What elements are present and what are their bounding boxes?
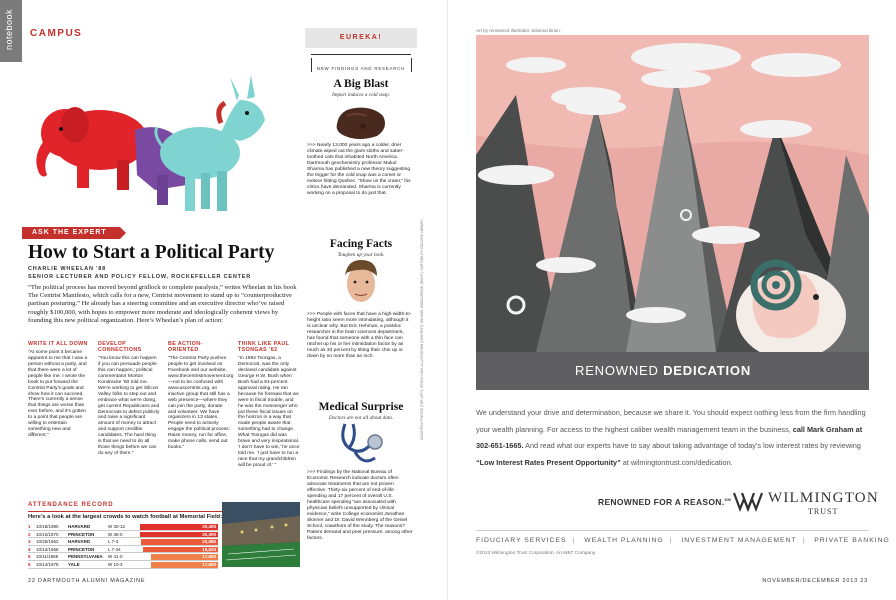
service-item: PRIVATE BANKING bbox=[814, 537, 890, 544]
banner-light: RENOWNED bbox=[575, 363, 664, 378]
donkey-elephant-illustration bbox=[25, 75, 285, 225]
right-folio: NOVEMBER/DECEMBER 2013 23 bbox=[762, 578, 868, 584]
eureka-title: EUREKA! bbox=[339, 34, 383, 41]
attendance-rank: 4 bbox=[28, 546, 31, 552]
article-intro: “The political process has moved beyond gridlock to complete paralysis,” writes Wheelan in his book The Centrist Manifesto, which calls for a new, Centrist movement to stand up to “counterproductive partisan posturing.” He already has a steering committee and an executive director who’ve raised roughly $100,000, with hopes to empower more moderate and ideologically coherent views by founding this new political organization. Here’s Wheelan’s plan of action: bbox=[28, 284, 297, 324]
plan-column-title: WRITE IT ALL DOWN bbox=[28, 341, 88, 347]
attendance-rank: 2 bbox=[28, 531, 31, 537]
attendance-bar bbox=[140, 532, 218, 538]
attendance-rank: 5 bbox=[28, 561, 31, 567]
notebook-tab-label: notebook bbox=[4, 8, 14, 50]
attendance-bar bbox=[143, 547, 218, 553]
attendance-opponent: PRINCETON bbox=[68, 546, 95, 552]
service-item: INVESTMENT MANAGEMENT bbox=[681, 537, 797, 544]
byline-title: SENIOR LECTURER AND POLICY FELLOW, ROCKEFELLER CENTER bbox=[28, 274, 251, 280]
attendance-value: 20,080 bbox=[202, 539, 216, 545]
plan-column-4 bbox=[238, 341, 300, 469]
attendance-subtitle: Here’s a look at the largest crowds to watch football at Memorial Field: bbox=[28, 514, 223, 520]
attendance-date: 10/18/1980 bbox=[36, 524, 59, 529]
tagline-text: RENOWNED FOR A REASON. bbox=[598, 497, 725, 507]
attendance-opponent: HARVARD bbox=[68, 524, 91, 529]
attendance-bar bbox=[141, 539, 218, 545]
plan-column-title: THINK LIKE PAUL TSONGAS ’62 bbox=[238, 341, 290, 354]
attendance-score: W 30-12 bbox=[108, 524, 126, 529]
attendance-score: L 7-3 bbox=[108, 539, 119, 545]
byline-name: CHARLIE WHEELAN '88 bbox=[28, 266, 106, 272]
attendance-value: 17,600 bbox=[202, 554, 216, 560]
attendance-opponent: PRINCETON bbox=[68, 531, 95, 537]
item-body-blast: >>> Nearly 13,000 years ago a colder, drier climate wiped out the giant sloths and saber-toothed cats that inhabited North America. Dartmouth geochemistry professor Mukul Sharma has published a new theory suggesting the trigger for the cold snap was a comet or meteor hitting Quebec. “Show us the crater,” his critics have demanded. Sharma is currently working on a proposal to do just that. bbox=[307, 143, 411, 196]
item-heading-blast: A Big Blast bbox=[333, 78, 389, 90]
action-plan-columns bbox=[28, 341, 300, 491]
logo-sub: TRUST bbox=[808, 507, 839, 516]
eureka-tag: NEW FINDINGS AND RESEARCH bbox=[316, 66, 406, 71]
left-folio: 22 DARTMOUTH ALUMNI MAGAZINE bbox=[28, 578, 146, 584]
ad-body-2: And read what our experts have to say about taking advantage of today’s low interest rates by reviewing bbox=[523, 441, 861, 450]
banner-bold: DEDICATION bbox=[663, 363, 752, 378]
mountain-ram-illustration bbox=[476, 35, 869, 352]
plan-column-text: “You know this can happen if you can persuade people this can happen,’ political commentator Morton Kondracke ’60 told me. We’re working to get Silicon Valley folks to step out and embrace what we’re doing, get current Republicans and Democrats to defect publicly and raise a significant amount of money to attract and support credible candidates. The hard thing is that we need to do all those things before we can do any of them.” bbox=[98, 356, 160, 456]
attendance-row bbox=[28, 553, 218, 561]
attendance-score: L 7-34 bbox=[108, 546, 121, 552]
attendance-date: 10/20/1962 bbox=[36, 539, 59, 545]
attendance-rank: 1 bbox=[28, 524, 31, 529]
ad-body-1: We understand your drive and determination, because we share it. You should expect nothing less from the firm handling your wealth planning. For access to the highest caliber wealth management team in the business, bbox=[476, 408, 866, 434]
stethoscope-image bbox=[335, 420, 387, 468]
attendance-row bbox=[28, 561, 218, 569]
attendance-bar bbox=[151, 554, 218, 560]
item-body-medical: >>> Findings by the National Bureau of Economic Research indicate doctors often advocate treatments that are not proven effective. Thirty-six percent of end-of-life spending and 17 percent of overall U.S. healthcare spending “are associated with physician beliefs unsupported by clinical evidence,” write College economist Jonathan Skinner and Dr. David Wennberg of the Geisel School, coauthors of the study. The reasons? Patient demand and peer pressure, among other factors. bbox=[307, 470, 413, 541]
attendance-value: 19,633 bbox=[202, 546, 216, 552]
attendance-value: 20,400 bbox=[202, 524, 216, 529]
services-rule bbox=[476, 530, 869, 531]
attendance-score: W 10-3 bbox=[108, 561, 123, 567]
plan-column-1 bbox=[28, 341, 90, 439]
attendance-opponent: HARVARD bbox=[68, 539, 91, 545]
plan-column-title: BE ACTION-ORIENTED bbox=[168, 341, 203, 354]
eureka-rule bbox=[311, 54, 411, 55]
attendance-title: ATTENDANCE RECORD bbox=[28, 502, 114, 508]
attendance-value: 20,300 bbox=[202, 531, 216, 537]
attendance-bar bbox=[140, 524, 218, 530]
photo-credit: COURTESY PHOTOS (TOP LEFT): ISTOCK.COM; ILLUSTRATION (CENTRIST): MICHAEL WOOLDRIDGE; (RIGHT): DARTMOUTH COLLEGE LIBRARY bbox=[420, 219, 424, 440]
stadium-photo bbox=[222, 502, 300, 567]
attendance-rank: 3 bbox=[28, 539, 31, 545]
attendance-bar bbox=[151, 562, 218, 568]
attendance-opponent: PENNSYLVANIA bbox=[68, 554, 103, 560]
ad-body-3: at wilmingtontrust.com/dedication. bbox=[620, 457, 733, 467]
attendance-date: 10/14/1978 bbox=[36, 561, 59, 567]
banner-headline bbox=[575, 363, 751, 378]
attendance-row bbox=[28, 523, 218, 531]
attendance-date: 10/12/1968 bbox=[36, 546, 59, 552]
tagline-tm: SM bbox=[724, 497, 731, 503]
attendance-table bbox=[28, 523, 218, 569]
ad-tagline bbox=[598, 497, 731, 507]
plan-column-text: “In 1992 Tsongas, a Democrat, was the only declared candidate against George H.W. Bush when Bush had a 91-percent approval rating. He ran because he foresaw that we were in fiscal trouble, and he was the messenger who put these fiscal issues on the horizon in a way that made people aware that something had to change. What Tsongas did was brave and very inspirational. ‘I don’t have to win,’ he once told me. ‘I just have to run a race that my grandchildren will be proud of.’ ” bbox=[238, 356, 300, 468]
attendance-date: 10/10/1970 bbox=[36, 531, 59, 537]
ad-phone: call Mark Graham at 302-651-1665. bbox=[476, 424, 863, 450]
meteorite-image bbox=[333, 102, 389, 142]
item-body-facing: >>> People with faces that have a high width-to-height ratio seem more intimidating, although it is unclear why. But Eric Hehman, a postdoc researcher in the brain sciences department, has found that someone with a thin face can ratchet up his or her intimidation factor by as much as 33 percent by tilting their chin up or down by no more than an inch. bbox=[307, 312, 412, 359]
attendance-opponent: YALE bbox=[68, 561, 80, 567]
item-sub-facing: Toughen up your look. bbox=[337, 252, 385, 258]
ask-the-expert-label: ASK THE EXPERT bbox=[22, 227, 120, 239]
article-headline: How to Start a Political Party bbox=[28, 242, 275, 263]
item-sub-blast: Impact induces a cold snap. bbox=[331, 92, 391, 98]
attendance-score: W 38-0 bbox=[108, 531, 123, 537]
services-list: FIDUCIARY SERVICES | WEALTH PLANNING | INVESTMENT MANAGEMENT | PRIVATE BANKING bbox=[476, 537, 890, 544]
attendance-row bbox=[28, 538, 218, 546]
item-heading-medical: Medical Surprise bbox=[318, 401, 404, 413]
logo-name: WILMINGTON bbox=[768, 490, 879, 506]
plan-column-text: “The Centrist Party pushes people to get involved on Facebook and our website, www.thecentristmovement.org—not to be confused with www.uscentrist.org, an inactive group that still has a web presence—where they can join the party, donate and volunteer. We have organizers in 13 states. People need to actively engage the political process: Raise money, run for office, make phone calls, send out books.” bbox=[168, 356, 234, 450]
attendance-rank: 5 bbox=[28, 554, 31, 560]
face-photo bbox=[339, 258, 383, 308]
ad-body bbox=[476, 405, 869, 471]
ad-report: “Low Interest Rates Present Opportunity” bbox=[476, 457, 621, 467]
eureka-sidebar bbox=[305, 28, 417, 573]
attendance-row bbox=[28, 546, 218, 554]
item-sub-medical: Doctors are not all about data. bbox=[328, 415, 394, 421]
attendance-date: 10/11/1969 bbox=[36, 554, 59, 560]
art-credit: Art by renowned illustrator Julianna Brion. bbox=[476, 28, 562, 33]
attendance-value: 17,600 bbox=[202, 561, 216, 567]
section-label: CAMPUS bbox=[30, 28, 83, 39]
copyright: ©2013 Wilmington Trust Corporation. An M&T Company. bbox=[476, 551, 597, 556]
plan-column-text: “At some point it became apparent to me that I was a person without a party, and that there were a lot of people like me. I wrote the book to put forward the Centrist Party’s goals and show how it can succeed. There’s currently a sense that things are worse than ever before, and it’s gotten to a point that people are willing to entertain something new and different.” bbox=[28, 350, 88, 438]
service-item: WEALTH PLANNING bbox=[584, 537, 664, 544]
plan-column-3 bbox=[168, 341, 234, 451]
notebook-tab bbox=[0, 0, 22, 62]
item-heading-facing: Facing Facts bbox=[329, 238, 393, 250]
wilmington-logo-icon bbox=[732, 487, 764, 515]
plan-column-2 bbox=[98, 341, 160, 457]
attendance-score: W 41-0 bbox=[108, 554, 123, 560]
plan-column-title: DEVELOP CONNECTIONS bbox=[98, 341, 142, 354]
attendance-row bbox=[28, 531, 218, 539]
service-item: FIDUCIARY SERVICES bbox=[476, 537, 567, 544]
